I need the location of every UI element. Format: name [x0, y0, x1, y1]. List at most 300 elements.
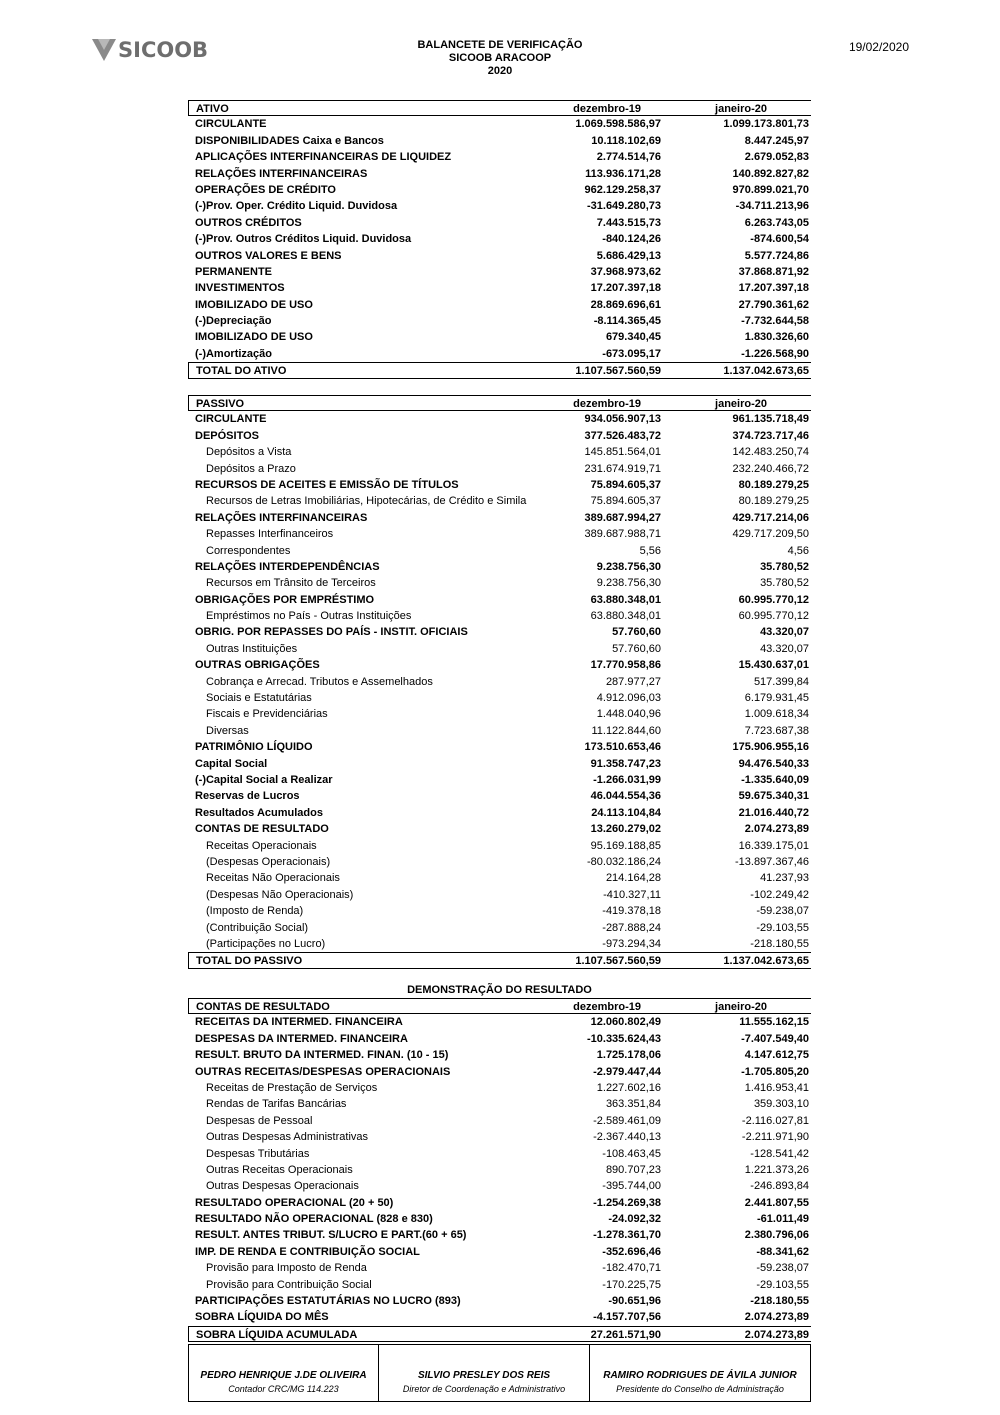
total-label: SOBRA LÍQUIDA ACUMULADA [196, 1328, 358, 1341]
row-label: Diversas [206, 724, 249, 737]
row-value-jan20: -246.893,84 [750, 1180, 809, 1193]
row-label: OUTRAS RECEITAS/DESPESAS OPERACIONAIS [195, 1065, 451, 1078]
row-label: RESULTADO OPERACIONAL (20 + 50) [195, 1196, 394, 1209]
row-label: IMOBILIZADO DE USO [195, 331, 313, 344]
row-value-dez19: 389.687.994,27 [584, 511, 661, 524]
ativo-row [188, 297, 811, 313]
row-value-dez19: -673.095,17 [602, 347, 661, 360]
row-value-jan20: 27.790.361,62 [738, 298, 809, 311]
passivo-row [188, 706, 811, 722]
dre-row [188, 1064, 811, 1080]
row-value-jan20: 21.016.440,72 [738, 806, 809, 819]
row-value-jan20: 429.717.214,06 [732, 511, 809, 524]
row-value-jan20: 1.416.953,41 [744, 1081, 809, 1094]
row-label: OUTROS VALORES E BENS [195, 249, 342, 262]
dre-row [188, 1014, 811, 1030]
total-value-dez19: 27.261.571,90 [590, 1328, 661, 1341]
row-value-dez19: 113.936.171,28 [585, 167, 661, 180]
row-value-dez19: 63.880.348,01 [590, 610, 661, 623]
row-label: Receitas Não Operacionais [206, 872, 340, 885]
row-value-dez19: 1.069.598.586,97 [575, 118, 661, 131]
sobra-acumulada-row [188, 1326, 811, 1342]
row-value-dez19: 962.129.258,37 [584, 183, 661, 196]
row-value-jan20: -128.541,42 [750, 1147, 809, 1160]
row-value-jan20: 41.237,93 [760, 872, 809, 885]
passivo-row [188, 657, 811, 673]
row-value-dez19: -108.463,45 [602, 1147, 661, 1160]
row-label: (-)Depreciação [195, 315, 272, 328]
row-value-dez19: -1.266.031,99 [593, 773, 661, 786]
passivo-row [188, 428, 811, 444]
passivo-row [188, 444, 811, 460]
dre-row [188, 1162, 811, 1178]
passivo-row [188, 543, 811, 559]
row-value-dez19: 75.894.605,37 [590, 478, 661, 491]
row-value-dez19: 214.164,28 [605, 872, 661, 885]
row-value-jan20: 4.147.612,75 [744, 1049, 809, 1062]
ativo-row [188, 329, 811, 345]
row-label: (-)Capital Social a Realizar [195, 773, 333, 786]
total-label: TOTAL DO PASSIVO [196, 955, 303, 968]
row-value-jan20: 80.189.279,25 [738, 478, 809, 491]
passivo-row [188, 559, 811, 575]
signatory-role: Diretor de Coordenação e Administrativo [402, 1384, 566, 1394]
row-value-dez19: 12.060.802,49 [590, 1016, 661, 1029]
dre-row [188, 1277, 811, 1293]
row-value-jan20: -2.116.027,81 [741, 1114, 809, 1127]
row-value-dez19: 145.851.564,01 [584, 446, 661, 459]
dre-row [188, 1309, 811, 1325]
passivo-row [188, 920, 811, 936]
row-value-dez19: -80.032.186,24 [586, 855, 661, 868]
dre-row [188, 1047, 811, 1063]
passivo-row [188, 821, 811, 837]
col-header-dez19: dezembro-19 [573, 1001, 641, 1013]
ativo-row [188, 166, 811, 182]
row-value-dez19: -2.589.461,09 [593, 1114, 661, 1127]
row-value-jan20: 2.679.052,83 [744, 151, 809, 164]
row-value-dez19: 4.912.096,03 [596, 692, 661, 705]
row-label: Recursos em Trânsito de Terceiros [206, 577, 376, 590]
row-value-jan20: 35.780,52 [760, 560, 809, 573]
row-value-jan20: 94.476.540,33 [738, 757, 809, 770]
row-value-jan20: -88.341,62 [756, 1245, 809, 1258]
dre-title: DEMONSTRAÇÃO DO RESULTADO [407, 984, 592, 996]
dre-row [188, 1293, 811, 1309]
ativo-row [188, 149, 811, 165]
ativo-row [188, 313, 811, 329]
dre-header-label: CONTAS DE RESULTADO [196, 1001, 330, 1013]
row-value-jan20: -59.238,07 [756, 905, 809, 918]
row-value-jan20: -1.226.568,90 [741, 347, 809, 360]
col-header-jan20: janeiro-20 [715, 103, 767, 115]
passivo-row [188, 575, 811, 591]
row-value-jan20: 1.221.373,26 [744, 1163, 809, 1176]
logo-text: SICOOB [118, 38, 209, 62]
dre-row [188, 1211, 811, 1227]
row-label: (Participações no Lucro) [206, 937, 326, 950]
row-value-jan20: 140.892.827,82 [732, 167, 809, 180]
signature-president [590, 1344, 811, 1402]
row-label: RELAÇÕES INTERFINANCEIRAS [195, 167, 368, 180]
row-value-dez19: 363.351,84 [605, 1098, 661, 1111]
row-value-dez19: 1.227.602,16 [596, 1081, 661, 1094]
total-value-jan20: 1.137.042.673,65 [723, 365, 809, 378]
row-value-dez19: 57.760,60 [612, 626, 661, 639]
row-label: PERMANENTE [195, 265, 273, 278]
row-label: OUTRAS OBRIGAÇÕES [195, 659, 320, 672]
dre-row [188, 1146, 811, 1162]
row-value-jan20: 961.135.718,49 [732, 413, 809, 426]
row-value-jan20: 35.780,52 [760, 577, 809, 590]
col-header-dez19: dezembro-19 [573, 103, 641, 115]
signature-director [378, 1344, 590, 1402]
row-value-dez19: 1.725.178,06 [596, 1049, 661, 1062]
row-value-jan20: 5.577.724,86 [744, 249, 809, 262]
row-label: OBRIG. POR REPASSES DO PAÍS - INSTIT. OFICIAIS [195, 626, 468, 639]
sicoob-triangle-icon [92, 39, 116, 61]
row-label: Recursos de Letras Imobiliárias, Hipotecárias, de Crédito e Simila [206, 495, 527, 508]
row-value-jan20: 2.441.807,55 [744, 1196, 809, 1209]
row-value-dez19: 46.044.554,36 [590, 790, 661, 803]
dre-row [188, 1031, 811, 1047]
dre-row [188, 1244, 811, 1260]
passivo-row [188, 624, 811, 640]
row-value-dez19: 679.340,45 [605, 331, 661, 344]
row-label: Outras Receitas Operacionais [206, 1163, 353, 1176]
sicoob-logo [92, 38, 208, 62]
signatory-name: PEDRO HENRIQUE J.DE OLIVEIRA [200, 1370, 367, 1381]
row-label: RECURSOS DE ACEITES E EMISSÃO DE TÍTULOS [195, 478, 459, 491]
row-value-dez19: 17.207.397,18 [590, 282, 661, 295]
row-value-dez19: -1.254.269,38 [593, 1196, 661, 1209]
row-label: IMOBILIZADO DE USO [195, 298, 313, 311]
row-value-jan20: 60.995.770,12 [738, 593, 809, 606]
row-label: OBRIGAÇÕES POR EMPRÉSTIMO [195, 593, 375, 606]
passivo-table [188, 395, 811, 969]
row-value-jan20: 6.179.931,45 [744, 692, 809, 705]
row-value-jan20: -61.011,49 [757, 1213, 809, 1226]
row-value-jan20: -218.180,55 [750, 1295, 809, 1308]
row-label: PATRIMÔNIO LÍQUIDO [195, 741, 313, 754]
row-value-jan20: 142.483.250,74 [732, 446, 809, 459]
row-value-dez19: 377.526.483,72 [584, 429, 661, 442]
row-label: RESULT. BRUTO DA INTERMED. FINAN. (10 - 15) [195, 1049, 449, 1062]
row-label: Cobrança e Arrecad. Tributos e Assemelhados [206, 675, 433, 688]
row-label: Provisão para Imposto de Renda [206, 1262, 367, 1275]
row-label: CONTAS DE RESULTADO [195, 823, 329, 836]
passivo-row [188, 772, 811, 788]
dre-row [188, 1129, 811, 1145]
row-label: OUTROS CRÉDITOS [195, 216, 302, 229]
ativo-row [188, 231, 811, 247]
row-value-dez19: -973.294,34 [602, 937, 661, 950]
row-label: Depósitos a Prazo [206, 462, 296, 475]
ativo-row [188, 346, 811, 362]
row-label: Provisão para Contribuição Social [206, 1278, 372, 1291]
row-value-dez19: 2.774.514,76 [596, 151, 661, 164]
document-title: BALANCETE DE VERIFICAÇÃO [417, 39, 583, 51]
row-value-dez19: 287.977,27 [605, 675, 661, 688]
row-value-dez19: 890.707,23 [605, 1163, 661, 1176]
row-value-jan20: 37.868.871,92 [738, 265, 809, 278]
ativo-header-row [188, 100, 811, 116]
row-value-jan20: 970.899.021,70 [732, 183, 809, 196]
row-value-jan20: 2.074.273,89 [744, 823, 809, 836]
row-value-jan20: 16.339.175,01 [738, 839, 809, 852]
ativo-row [188, 198, 811, 214]
row-value-dez19: -410.327,11 [603, 888, 661, 901]
row-value-dez19: 63.880.348,01 [590, 593, 661, 606]
row-value-dez19: 13.260.279,02 [590, 823, 661, 836]
row-value-dez19: -170.225,75 [602, 1278, 661, 1291]
row-label: Reservas de Lucros [195, 790, 300, 803]
row-label: RESULT. ANTES TRIBUT. S/LUCRO E PART.(60 + 65) [195, 1229, 467, 1242]
row-value-dez19: 10.118.102,69 [591, 134, 661, 147]
row-value-jan20: -34.711.213,96 [735, 200, 809, 213]
row-value-jan20: 17.207.397,18 [738, 282, 809, 295]
row-label: CIRCULANTE [195, 118, 267, 131]
row-value-jan20: -2.211.971,90 [741, 1131, 809, 1144]
row-label: Empréstimos no País - Outras Instituições [206, 610, 412, 623]
row-label: Outras Despesas Operacionais [206, 1180, 359, 1193]
row-value-jan20: 59.675.340,31 [738, 790, 809, 803]
passivo-row [188, 592, 811, 608]
passivo-row [188, 723, 811, 739]
dre-header-row [188, 998, 811, 1014]
row-label: RELAÇÕES INTERDEPENDÊNCIAS [195, 560, 380, 573]
row-label: Despesas de Pessoal [206, 1114, 313, 1127]
ativo-row [188, 182, 811, 198]
passivo-row [188, 493, 811, 509]
row-value-dez19: 28.869.696,61 [590, 298, 661, 311]
dre-row [188, 1260, 811, 1276]
row-value-dez19: 95.169.188,85 [590, 839, 661, 852]
passivo-row [188, 690, 811, 706]
row-value-jan20: 1.009.618,34 [744, 708, 809, 721]
row-value-dez19: -840.124,26 [602, 233, 661, 246]
row-label: Capital Social [195, 757, 268, 770]
row-value-jan20: 359.303,10 [753, 1098, 809, 1111]
signature-accountant [188, 1344, 378, 1402]
passivo-header-row [188, 395, 811, 411]
row-value-jan20: -29.103,55 [756, 1278, 809, 1291]
passivo-row [188, 674, 811, 690]
total-label: TOTAL DO ATIVO [196, 365, 287, 378]
col-header-jan20: janeiro-20 [715, 398, 767, 410]
row-label: Resultados Acumulados [195, 806, 323, 819]
dre-table [188, 982, 811, 1342]
row-label: SOBRA LÍQUIDA DO MÊS [195, 1311, 329, 1324]
col-header-dez19: dezembro-19 [573, 398, 641, 410]
row-value-dez19: 231.674.919,71 [584, 462, 661, 475]
row-value-jan20: 232.240.466,72 [732, 462, 809, 475]
row-label: RELAÇÕES INTERFINANCEIRAS [195, 511, 368, 524]
row-value-dez19: 5,56 [639, 544, 661, 557]
row-value-jan20: -874.600,54 [750, 233, 809, 246]
row-value-dez19: -8.114.365,45 [593, 315, 661, 328]
row-value-jan20: 2.074.273,89 [744, 1311, 809, 1324]
passivo-row [188, 461, 811, 477]
passivo-row [188, 788, 811, 804]
row-value-jan20: 11.555.162,15 [739, 1016, 809, 1029]
row-value-dez19: 91.358.747,23 [590, 757, 661, 770]
row-value-jan20: 1.099.173.801,73 [723, 118, 809, 131]
row-value-jan20: 175.906.955,16 [732, 741, 809, 754]
row-value-jan20: 429.717.209,50 [732, 528, 809, 541]
row-value-jan20: -29.103,55 [756, 921, 809, 934]
row-value-jan20: -218.180,55 [750, 937, 809, 950]
row-value-dez19: -4.157.707,56 [593, 1311, 661, 1324]
ativo-row [188, 248, 811, 264]
row-value-jan20: 15.430.637,01 [738, 659, 809, 672]
passivo-row [188, 870, 811, 886]
passivo-row [188, 903, 811, 919]
total-ativo-row [188, 362, 811, 378]
row-value-dez19: 934.056.907,13 [584, 413, 661, 426]
total-passivo-row [188, 952, 811, 968]
row-label: DESPESAS DA INTERMED. FINANCEIRA [195, 1032, 408, 1045]
row-value-jan20: 8.447.245,97 [744, 134, 809, 147]
row-value-jan20: -7.407.549,40 [741, 1032, 809, 1045]
row-value-jan20: 80.189.279,25 [738, 495, 809, 508]
row-value-jan20: 517.399,84 [753, 675, 809, 688]
row-value-dez19: 75.894.605,37 [590, 495, 661, 508]
total-value-dez19: 1.107.567.560,59 [575, 365, 661, 378]
col-header-jan20: janeiro-20 [715, 1001, 767, 1013]
row-value-dez19: 1.448.040,96 [596, 708, 661, 721]
row-label: IMP. DE RENDA E CONTRIBUIÇÃO SOCIAL [195, 1245, 420, 1258]
row-value-jan20: -7.732.644,58 [741, 315, 809, 328]
row-label: Receitas de Prestação de Serviços [206, 1081, 378, 1094]
total-value-jan20: 2.074.273,89 [744, 1328, 809, 1341]
row-value-dez19: -182.470,71 [602, 1262, 661, 1275]
signature-block [188, 1344, 811, 1402]
row-value-dez19: 57.760,60 [612, 642, 661, 655]
ativo-row [188, 133, 811, 149]
row-value-dez19: -90.651,96 [608, 1295, 661, 1308]
dre-row [188, 1080, 811, 1096]
row-value-dez19: 9.238.756,30 [596, 577, 661, 590]
document-date: 19/02/2020 [848, 40, 909, 54]
dre-row [188, 1178, 811, 1194]
row-label: (Despesas Operacionais) [206, 855, 331, 868]
row-value-dez19: -2.979.447,44 [593, 1065, 661, 1078]
row-label: Rendas de Tarifas Bancárias [206, 1098, 347, 1111]
passivo-row [188, 608, 811, 624]
document-year: 2020 [487, 65, 513, 77]
signatory-role: Contador CRC/MG 114.223 [228, 1384, 339, 1394]
row-value-dez19: 7.443.515,73 [596, 216, 661, 229]
passivo-row [188, 411, 811, 427]
row-label: (Despesas Não Operacionais) [206, 888, 354, 901]
row-value-dez19: -31.649.280,73 [586, 200, 661, 213]
row-label: (Contribuição Social) [206, 921, 309, 934]
passivo-row [188, 756, 811, 772]
row-label: Correspondentes [206, 544, 291, 557]
ativo-row [188, 116, 811, 132]
total-value-dez19: 1.107.567.560,59 [575, 955, 661, 968]
row-value-jan20: -59.238,07 [756, 1262, 809, 1275]
row-value-dez19: -419.378,18 [602, 905, 661, 918]
row-label: Outras Instituições [206, 642, 298, 655]
row-value-jan20: -1.705.805,20 [741, 1065, 809, 1078]
row-label: OPERAÇÕES DE CRÉDITO [195, 183, 336, 196]
ativo-row [188, 280, 811, 296]
row-label: APLICAÇÕES INTERFINANCEIRAS DE LIQUIDEZ [195, 151, 452, 164]
ativo-row [188, 264, 811, 280]
ativo-row [188, 215, 811, 231]
row-value-jan20: 6.263.743,05 [744, 216, 809, 229]
row-value-jan20: 374.723.717,46 [732, 429, 809, 442]
row-value-jan20: 1.830.326,60 [744, 331, 809, 344]
passivo-row [188, 641, 811, 657]
row-label: Depósitos a Vista [206, 446, 292, 459]
row-label: DEPÓSITOS [195, 429, 259, 442]
row-label: (-)Prov. Oper. Crédito Liquid. Duvidosa [195, 200, 398, 213]
row-value-dez19: -352.696,46 [602, 1245, 661, 1258]
row-value-jan20: -1.335.640,09 [741, 773, 809, 786]
row-value-dez19: 24.113.104,84 [591, 806, 661, 819]
row-value-dez19: -287.888,24 [602, 921, 661, 934]
dre-row [188, 1113, 811, 1129]
row-value-dez19: 173.510.653,46 [584, 741, 661, 754]
dre-row [188, 1195, 811, 1211]
row-value-dez19: 9.238.756,30 [596, 560, 661, 573]
dre-row [188, 1227, 811, 1243]
row-label: Despesas Tributárias [206, 1147, 310, 1160]
row-value-jan20: -13.897.367,46 [734, 855, 809, 868]
row-label: PARTICIPAÇÕES ESTATUTÁRIAS NO LUCRO (893) [195, 1295, 461, 1308]
row-value-dez19: -24.092,32 [608, 1213, 661, 1226]
row-value-dez19: -10.335.624,43 [586, 1032, 661, 1045]
signatory-name: RAMIRO RODRIGUES DE ÁVILA JUNIOR [603, 1370, 797, 1381]
row-label: Repasses Interfinanceiros [206, 528, 334, 541]
total-value-jan20: 1.137.042.673,65 [723, 955, 809, 968]
row-value-dez19: 37.968.973,62 [590, 265, 661, 278]
cooperative-name: SICOOB ARACOOP [448, 52, 552, 64]
passivo-row [188, 887, 811, 903]
row-value-jan20: 2.380.796,06 [744, 1229, 809, 1242]
passivo-header-label: PASSIVO [196, 398, 245, 410]
row-label: INVESTIMENTOS [195, 282, 285, 295]
row-value-dez19: 5.686.429,13 [596, 249, 661, 262]
passivo-row [188, 526, 811, 542]
ativo-header-label: ATIVO [196, 103, 229, 115]
passivo-row [188, 838, 811, 854]
row-label: Outras Despesas Administrativas [206, 1131, 369, 1144]
row-value-jan20: 43.320,07 [760, 626, 809, 639]
row-value-dez19: -395.744,00 [602, 1180, 661, 1193]
row-label: RECEITAS DA INTERMED. FINANCEIRA [195, 1016, 403, 1029]
row-label: Sociais e Estatutárias [206, 692, 312, 705]
passivo-row [188, 936, 811, 952]
document-header [350, 39, 650, 78]
row-label: (Imposto de Renda) [206, 905, 304, 918]
row-value-dez19: 11.122.844,60 [591, 724, 661, 737]
passivo-row [188, 477, 811, 493]
row-value-dez19: 389.687.988,71 [584, 528, 661, 541]
row-value-jan20: -102.249,42 [750, 888, 809, 901]
row-value-jan20: 43.320,07 [760, 642, 809, 655]
row-value-jan20: 7.723.687,38 [744, 724, 809, 737]
row-label: Fiscais e Previdenciárias [206, 708, 328, 721]
signatory-name: SILVIO PRESLEY DOS REIS [417, 1370, 551, 1381]
row-label: (-)Prov. Outros Créditos Liquid. Duvidosa [195, 233, 412, 246]
row-value-dez19: -1.278.361,70 [593, 1229, 661, 1242]
ativo-table [188, 100, 811, 379]
row-value-dez19: -2.367.440,13 [593, 1131, 661, 1144]
